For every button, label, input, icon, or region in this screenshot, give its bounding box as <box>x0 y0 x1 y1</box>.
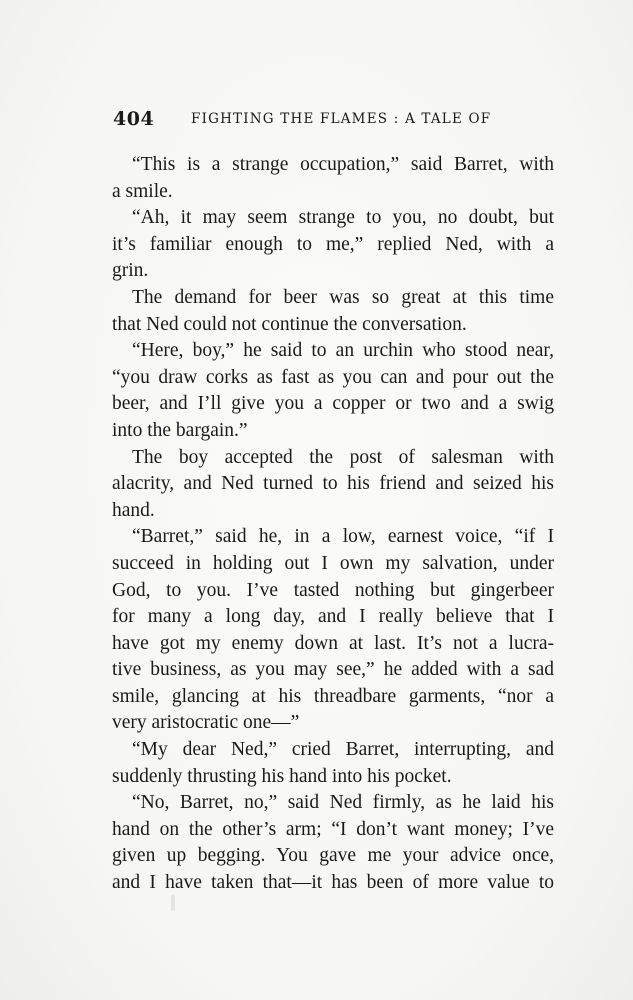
text-line: into the bargain.” <box>112 419 248 441</box>
text-line: The demand for beer was so great at this time <box>132 286 554 308</box>
text-line: tive business, as you may see,” he added with a sad <box>112 659 554 681</box>
text-line: “Here, boy,” he said to an urchin who stood near, <box>132 340 554 362</box>
text-line: “you draw corks as fast as you can and pour out the <box>112 366 554 388</box>
text-line: succeed in holding out I own my salvation, under <box>112 552 554 574</box>
text-line: hand. <box>112 499 155 521</box>
text-line: it’s familiar enough to me,” replied Ned, with a <box>112 233 554 255</box>
text-line: “No, Barret, no,” said Ned firmly, as he laid his <box>132 792 554 814</box>
page-number: 404 <box>113 108 155 130</box>
text-line: that Ned could not continue the conversation. <box>112 313 467 335</box>
text-line: have got my enemy down at last. It’s not a lucra- <box>112 632 554 654</box>
text-line: given up begging. You gave me your advice once, <box>112 845 554 867</box>
running-title: FIGHTING THE FLAMES : A TALE OF <box>191 111 492 127</box>
text-line: very aristocratic one—” <box>112 712 300 734</box>
body-text <box>112 152 554 897</box>
text-line: a smile. <box>112 180 173 202</box>
text-line: for many a long day, and I really believe that I <box>112 606 554 628</box>
text-line: hand on the other’s arm; “I don’t want money; I’ve <box>112 818 554 840</box>
text-line: “My dear Ned,” cried Barret, interrupting, and <box>132 739 554 761</box>
text-line: The boy accepted the post of salesman with <box>132 446 554 468</box>
text-line: “This is a strange occupation,” said Barret, with <box>132 154 554 175</box>
paper-smudge <box>171 895 175 911</box>
text-line: grin. <box>112 260 149 282</box>
text-line: and I have taken that—it has been of more value to <box>112 872 554 894</box>
text-line: smile, glancing at his threadbare garments, “nor a <box>112 685 554 707</box>
text-line: “Barret,” said he, in a low, earnest voice, “if I <box>132 526 554 548</box>
text-line: alacrity, and Ned turned to his friend and seized his <box>112 473 554 495</box>
text-line: beer, and I’ll give you a copper or two and a swig <box>112 393 554 415</box>
page-header <box>113 108 533 138</box>
text-line: suddenly thrusting his hand into his pocket. <box>112 765 452 787</box>
text-line: God, to you. I’ve tasted nothing but gingerbeer <box>112 579 554 601</box>
text-line: “Ah, it may seem strange to you, no doubt, but <box>132 207 554 229</box>
